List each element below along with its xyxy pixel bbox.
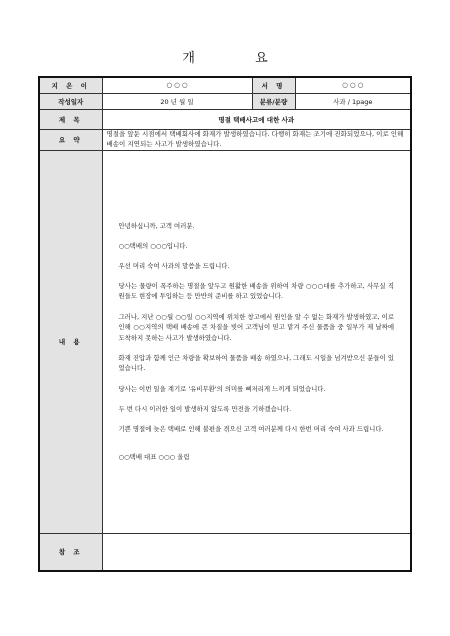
letter-paragraph: 두 번 다시 이러한 일이 발생하지 않도록 만전을 기하겠습니다. (118, 404, 292, 413)
subject-label: 제 목 (39, 109, 102, 129)
letter-paragraph: 안녕하십니까, 고객 여러분. (118, 221, 195, 230)
date-label: 작성일자 (39, 93, 102, 109)
letter-paragraph: 화재 진압과 함께 인근 차량을 확보하여 물품을 배송 하였으나, 그래도 시일을 넘겨받으신 분들이 있었습니다. (118, 353, 394, 373)
author-row (39, 77, 411, 93)
subject-row (39, 109, 411, 129)
date-value: 20 년 월 일 (102, 93, 252, 109)
letter-signoff: ○○택배 대표 ○○○ 올림 (118, 453, 190, 462)
letter-paragraph: 기쁜 명절에 늦은 택배로 인해 불편을 겪으신 고객 여러분께 다시 한번 머리 숙여 사과 드립니다. (118, 424, 384, 433)
reference-value (102, 533, 411, 571)
category-label: 분류/분량 (252, 93, 295, 109)
reference-row (39, 533, 411, 571)
content-row (39, 150, 411, 533)
summary-form-table (38, 76, 412, 572)
reference-label: 참 조 (39, 533, 102, 571)
summary-row (39, 129, 411, 150)
date-row (39, 93, 411, 109)
content-label: 내 용 (39, 150, 102, 533)
letter-paragraph: 그러나, 지난 ○○월 ○○일 ○○지역에 위치한 창고에서 원인을 알 수 없는 화재가 발생하였고, 이로 인해 ○○지역의 택배 배송에 큰 차질을 빚어 고객님이 믿고 맡겨 주신 물품을 중 일부가 제 날짜에 도착하지 못하는 사고가 발생하였습니다. (118, 312, 394, 342)
letter-paragraph: 우선 머리 숙여 사과의 말씀을 드립니다. (118, 261, 230, 270)
category-value: 사과 / 1page (295, 93, 411, 109)
content-cell (102, 150, 411, 533)
page-title: 개 요 (182, 51, 296, 66)
summary-label: 요 약 (39, 129, 102, 150)
signature-label: 서 명 (252, 77, 295, 93)
letter-paragraph: 당사는 이번 일을 계기로 '유비무환'의 의미를 뼈저리게 느끼게 되었습니다. (118, 384, 326, 393)
letter-paragraph: ○○택배의 ○○○입니다. (118, 241, 188, 250)
author-value: ○ ○ ○ (102, 77, 252, 93)
subject-value: 명절 택배사고에 대한 사과 (102, 109, 411, 129)
author-label: 지 은 이 (39, 77, 102, 93)
letter-body (107, 211, 407, 463)
letter-paragraph: 당사는 물량이 폭주하는 명절을 앞두고 원활한 배송을 위하여 차량 ○○○대를 추가하고, 사무실 직원들도 현장에 투입하는 등 만반의 준비를 하고 있었습니다. (118, 281, 394, 301)
summary-value: 명절을 앞둔 시점에서 택배회사에 화재가 발생하였습니다. 다행히 화재는 조기에 진화되었으나, 이로 인해 배송이 지연되는 사고가 발생하였습니다. (102, 129, 411, 150)
signature-value: ○ ○ ○ (295, 77, 411, 93)
